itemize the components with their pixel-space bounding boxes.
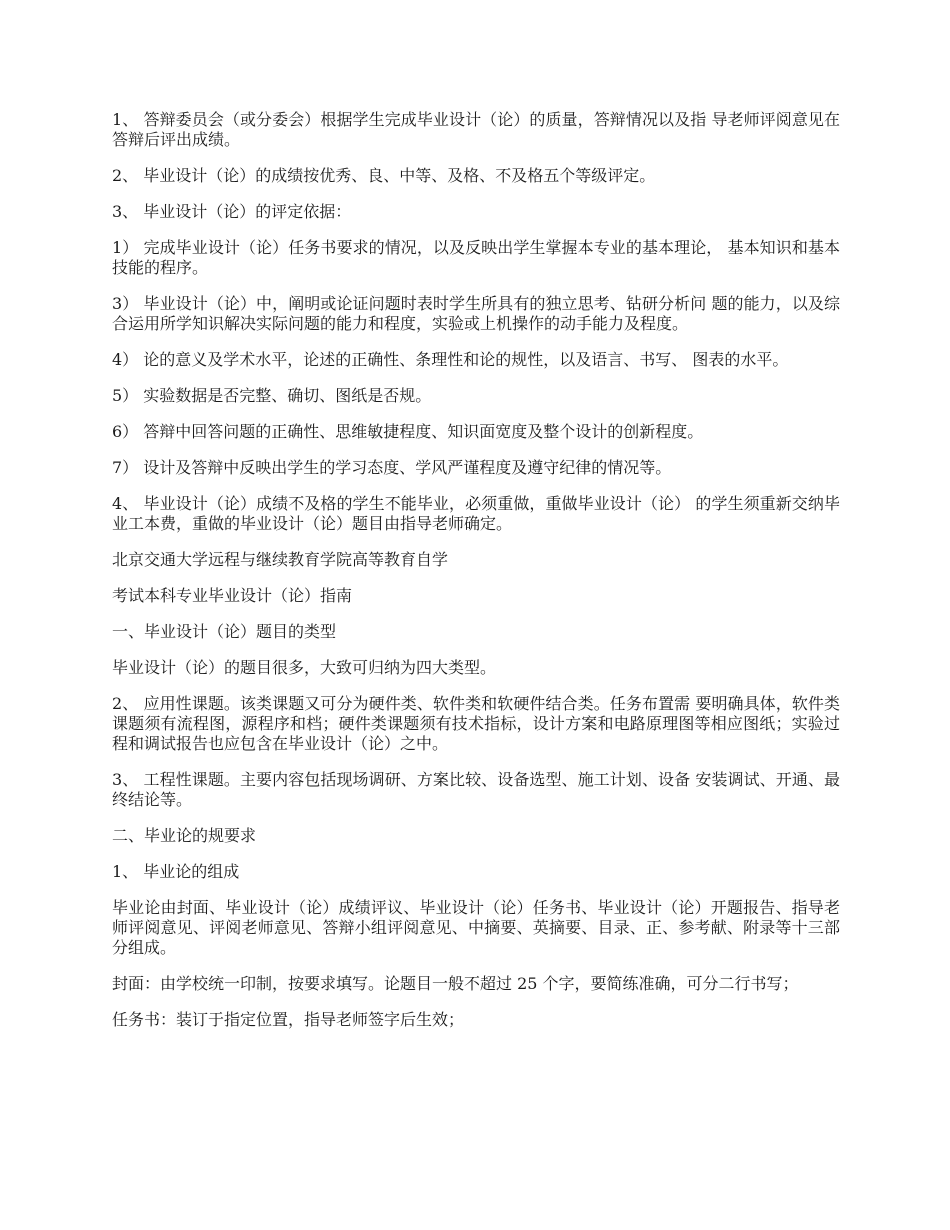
paragraph-6: 4） 论的意义及学术水平，论述的正确性、条理性和论的规性，以及语言、书写、 图表的水平。 (112, 350, 789, 369)
section-heading-1: 一、毕业设计（论）题目的类型 (112, 622, 337, 641)
paragraph-14: 毕业设计（论）的题目很多，大致可归纳为四大类型。 (112, 658, 497, 677)
paragraph-7: 5） 实验数据是否完整、确切、图纸是否规。 (112, 386, 432, 405)
paragraph-2: 2、 毕业设计（论）的成绩按优秀、良、中等、及格、不及格五个等级评定。 (112, 166, 656, 185)
paragraph-20: 封面：由学校统一印制，按要求填写。论题目一般不超过 25 个字，要简练准确，可分二行书写； (112, 974, 799, 993)
paragraph-5: 3） 毕业设计（论）中，阐明或论证问题时表时学生所具有的独立思考、钻研分析问 题的能力，以及综合运用所学知识解决实际问题的能力和程度，实验或上机操作的动手能力及程度。 (112, 294, 840, 333)
paragraph-21: 任务书：装订于指定位置，指导老师签字后生效； (112, 1010, 465, 1029)
paragraph-4: 1） 完成毕业设计（论）任务书要求的情况，以及反映出学生掌握本专业的基本理论， 基本知识和基本技能的程序。 (112, 238, 840, 277)
paragraph-19: 毕业论由封面、毕业设计（论）成绩评议、毕业设计（论）任务书、毕业设计（论）开题报告、指导老师评阅意见、评阅老师意见、答辩小组评阅意见、中摘要、英摘要、目录、正、参考献、附录等十三部分组成。 (112, 898, 840, 957)
paragraph-15: 2、 应用性课题。该类课题又可分为硬件类、软件类和软硬件结合类。任务布置需 要明确具体，软件类课题须有流程图，源程序和档；硬件类课题须有技术指标，设计方案和电路原理图等相应图纸；实验过程和调试报告也应包含在毕业设计（论）之中。 (112, 694, 840, 753)
paragraph-10: 4、 毕业设计（论）成绩不及格的学生不能毕业，必须重做，重做毕业设计（论） 的学生须重新交纳毕业工本费，重做的毕业设计（论）题目由指导老师确定。 (112, 494, 840, 533)
section-heading-2: 二、毕业论的规要求 (112, 826, 257, 845)
subsection-heading-1: 1、 毕业论的组成 (112, 862, 240, 881)
paragraph-11: 北京交通大学远程与继续教育学院高等教育自学 (112, 550, 449, 569)
paragraph-12: 考试本科专业毕业设计（论）指南 (112, 586, 353, 605)
paragraph-16: 3、 工程性课题。主要内容包括现场调研、方案比较、设备选型、施工计划、设备 安装调试、开通、最终结论等。 (112, 770, 840, 809)
paragraph-3: 3、 毕业设计（论）的评定依据： (112, 202, 352, 221)
paragraph-9: 7） 设计及答辩中反映出学生的学习态度、学风严谨程度及遵守纪律的情况等。 (112, 458, 672, 477)
document-body (112, 110, 840, 1046)
paragraph-1: 1、 答辩委员会（或分委会）根据学生完成毕业设计（论）的质量，答辩情况以及指 导老师评阅意见在答辩后评出成绩。 (112, 110, 840, 149)
paragraph-8: 6） 答辩中回答问题的正确性、思维敏捷程度、知识面宽度及整个设计的创新程度。 (112, 422, 704, 441)
